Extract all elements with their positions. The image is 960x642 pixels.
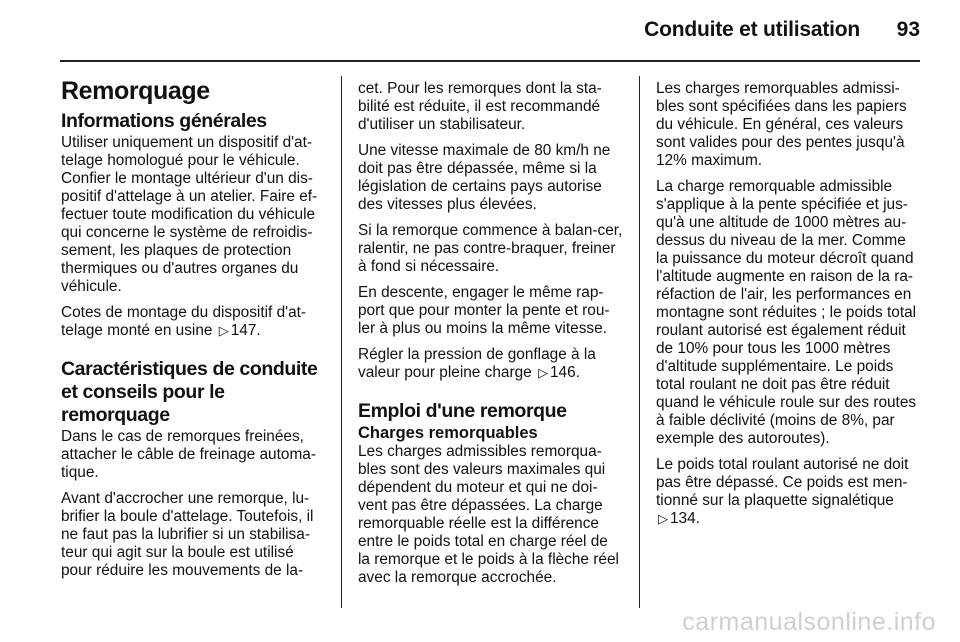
- column-divider-2: [639, 76, 640, 608]
- section-heading-general-info: Informations générales: [61, 110, 267, 132]
- paragraph: cet. Pour les remorques dont la sta-bilité est réduite, il est recommandé d'utiliser un stabilisateur.: [358, 80, 602, 133]
- column-2: [358, 80, 624, 595]
- paragraph: Les charges admissibles remorqua-bles sont des valeurs maximales qui dépendent du moteur et qui ne doi-vent pas être dépassées. La charge remorquable réelle est la différence entre le poids total en charge réel de la remorque et le poids à la flèche réel avec la remorque accrochée.: [358, 443, 619, 586]
- column-1: [61, 76, 325, 588]
- watermark: carmanualsonline.info: [682, 608, 936, 636]
- section-heading-driving-tips: Caractéristiques de conduite et conseils pour le remorquage: [61, 358, 318, 426]
- paragraph-text: Régler la pression de gonflage à la valeur pour pleine charge: [358, 346, 596, 381]
- paragraph: Une vitesse maximale de 80 km/h ne doit pas être dépassée, même si la législation de certains pays autorise des vitesses plus élevées.: [358, 142, 611, 213]
- column-3: [656, 80, 922, 536]
- paragraph: Avant d'accrocher une remorque, lu-brifier la boule d'attelage. Toutefois, il ne faut pas la lubrifier si un stabilisa-teur qui agit sur la boule est utilisé pour réduire les mouvements de la-: [61, 490, 314, 579]
- column-divider-1: [341, 76, 342, 608]
- subsection-heading-towing-loads: Charges remorquables: [358, 424, 538, 442]
- paragraph: Dans le cas de remorques freinées, attacher le câble de freinage automa-tique.: [61, 428, 316, 481]
- page-reference[interactable]: 147.: [230, 322, 261, 339]
- paragraph-with-reference: [61, 304, 325, 340]
- running-header-title: Conduite et utilisation: [644, 18, 860, 41]
- paragraph: Si la remorque commence à balan-cer, ralentir, ne pas contre-braquer, freiner à fond si nécessaire.: [358, 222, 623, 275]
- header-rule: [60, 60, 920, 62]
- page-number: 93: [896, 18, 920, 41]
- paragraph-with-reference: [656, 456, 922, 528]
- paragraph-text: Cotes de montage du dispositif d'at-telage monté en usine: [61, 304, 307, 339]
- page-reference-icon: ▷: [537, 365, 548, 380]
- paragraph: La charge remorquable admissible s'applique à la pente spécifiée et jus-qu'à une altitude de 1000 mètres au-dessus du niveau de la mer. Comme la puissance du moteur décroît quand l'altitude augmente en raison de la ra-réfaction de l'air, les performances en montagne sont réduites ; le poids total roulant autorisé est également réduit de 10% pour tous les 1000 mètres d'altitude supplémentaire. Le poids total roulant ne doit pas être réduit quand le véhicule roule sur des routes à faible déclivité (moins de 8%, par exemple des autoroutes).: [656, 178, 917, 447]
- paragraph: Utiliser uniquement un dispositif d'at-telage homologué pour le véhicule. Confier le montage ultérieur d'un dis-positif d'attelage à un atelier. Faire ef-fectuer toute modification du véhicule qui concerne le système de refroidis-sement, les plaques de protection thermiques ou d'autres organes du véhicule.: [61, 134, 318, 295]
- paragraph: En descente, engager le même rap-port que pour monter la pente et rou-ler à plus ou moins la même vitesse.: [358, 284, 610, 337]
- paragraph: Les charges remorquables admissi-bles sont spécifiées dans les papiers du véhicule. En général, ces valeurs sont valides pour des pentes jusqu'à 12% maximum.: [656, 80, 907, 169]
- chapter-title: Remorquage: [61, 77, 210, 105]
- page-reference[interactable]: 134.: [670, 510, 700, 527]
- paragraph-with-reference: [358, 346, 624, 382]
- page-reference-icon: ▷: [218, 323, 229, 338]
- page-reference[interactable]: 146.: [549, 364, 580, 381]
- page-reference-icon: ▷: [658, 511, 668, 526]
- paragraph-text: Le poids total roulant autorisé ne doit pas être dépassé. Ce poids est men-tionné sur la plaquette signalétique: [656, 456, 909, 509]
- section-heading-trailer-use: Emploi d'une remorque: [358, 400, 567, 422]
